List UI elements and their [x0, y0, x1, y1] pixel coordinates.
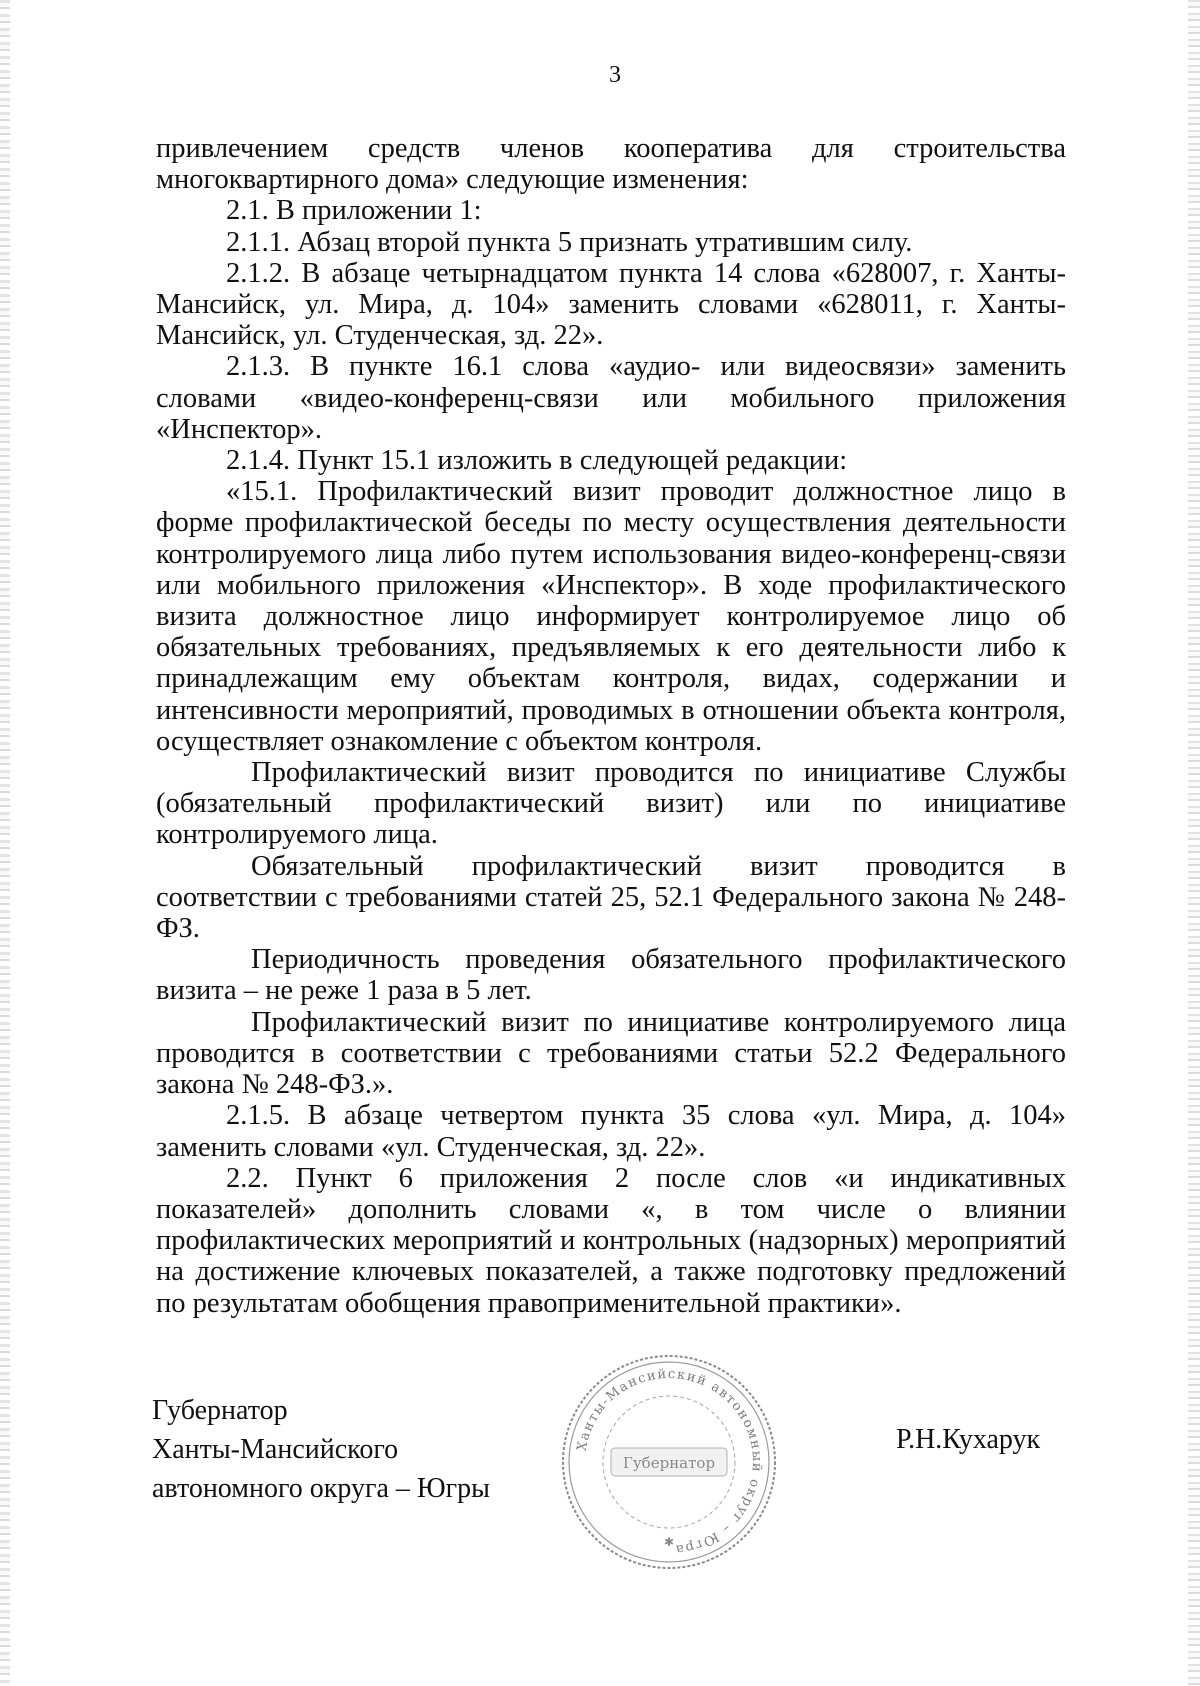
seal-star-icon: ✱ [663, 1535, 675, 1549]
signatory-title-line-2: Ханты-Мансийского [152, 1434, 399, 1465]
paragraph-15-1: «15.1. Профилактический визит проводит должностное лицо в форме профилактической беседы по месту осуществления деятельности контролируемого лица либо путем использования видео-конференц-связи или мобильного приложения «Инспектор». В ходе профилактического визита должностное лицо информирует контролируемое лицо об обязательных требованиях, предъявляемых к его деятельности либо к принадлежащим ему объектам контроля, видах, содержании и интенсивности мероприятий, проводимых в отношении объекта контроля, осуществляет ознакомление с объектом контроля. [156, 476, 1066, 757]
paragraph-controlled-person-visit: Профилактический визит по инициативе контролируемого лица проводится в соответствии с требованиями статьи 52.2 Федерального закона № 248-ФЗ.». [156, 1006, 1066, 1101]
signatory-name: Р.Н.Кухарук [896, 1424, 1041, 1455]
signatory-title [152, 1391, 490, 1508]
paragraph-2-1-3: 2.1.3. В пункте 16.1 слова «аудио- или видеосвязи» заменить словами «видео-конференц-связи или мобильного приложения «Инспектор». [156, 351, 1066, 445]
paragraph-mandatory-visit: Обязательный профилактический визит проводится в соответствии с требованиями статей 25, 52.1 Федерального закона № 248-ФЗ. [156, 850, 1066, 945]
paragraph-2-2: 2.2. Пункт 6 приложения 2 после слов «и индикативных показателей» дополнить словами «, в том числе о влиянии профилактических мероприятий и контрольных (надзорных) мероприятий на достижение ключевых показателей, а также подготовку предложений по результатам обобщения правоприменительной практики». [156, 1162, 1066, 1319]
signatory-title-line-1: Губернатор [152, 1395, 288, 1426]
paragraph-2-1-4: 2.1.4. Пункт 15.1 изложить в следующей редакции: [226, 445, 848, 477]
paragraph-2-1: 2.1. В приложении 1: [226, 195, 482, 227]
seal-center-text: Губернатор [622, 1454, 716, 1472]
scan-edge-right [1188, 0, 1200, 1686]
paragraph-continuation: привлечением средств членов кооператива для строительства многоквартирного дома» следующие изменения: [156, 133, 1066, 196]
paragraph-visit-initiative: Профилактический визит проводится по инициативе Службы (обязательный профилактический визит) или по инициативе контролируемого лица. [156, 757, 1066, 851]
paragraph-2-1-1: 2.1.1. Абзац второй пункта 5 признать утратившим силу. [226, 226, 913, 258]
scan-edge-left [0, 0, 10, 1686]
page-number: 3 [609, 62, 621, 88]
paragraph-2-1-2: 2.1.2. В абзаце четырнадцатом пункта 14 слова «628007, г. Ханты-Мансийск, ул. Мира, д. 104» заменить словами «628011, г. Ханты-Мансийск, ул. Студенческая, зд. 22». [156, 257, 1066, 352]
official-seal-stamp [557, 1350, 781, 1574]
paragraph-2-1-5: 2.1.5. В абзаце четвертом пункта 35 слова «ул. Мира, д. 104» заменить словами «ул. Студенческая, зд. 22». [156, 1100, 1066, 1163]
paragraph-periodicity: Периодичность проведения обязательного профилактического визита – не реже 1 раза в 5 лет. [156, 944, 1066, 1007]
signatory-title-line-3: автономного округа – Югры [152, 1473, 490, 1504]
document-body [156, 133, 1066, 1319]
seal-ring-text: Ханты-Мансийский автономный округ – Югра [574, 1366, 765, 1557]
